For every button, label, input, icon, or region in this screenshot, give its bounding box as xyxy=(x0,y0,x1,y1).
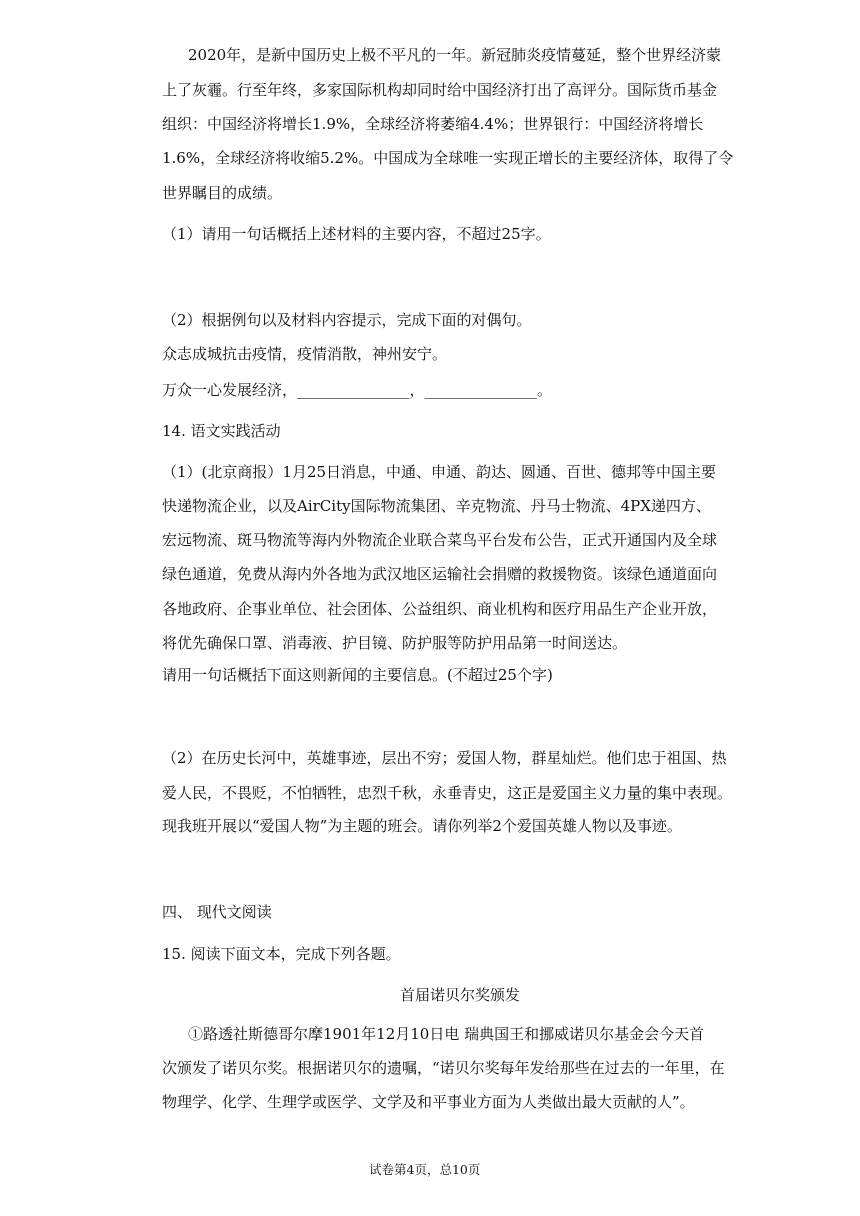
section-heading: 四、 现代文阅读 xyxy=(162,903,272,921)
article-line: 次颁发了诺贝尔奖。根据诺贝尔的遗嘱，“诺贝尔奖每年发给那些在过去的一年里，在 xyxy=(162,1059,725,1077)
passage-line: 1.6%，全球经济将收缩5.2%。中国成为全球唯一实现正增长的主要经济体，取得了令 xyxy=(162,149,734,167)
answer-blank-line: 万众一心发展经济，_______________，_______________。 xyxy=(162,381,553,399)
question-15: 15. 阅读下面文本，完成下列各题。 xyxy=(162,945,401,963)
news-line: 各地政府、企事业单位、社会团体、公益组织、商业机构和医疗用品生产企业开放， xyxy=(162,600,718,618)
news-question: 请用一句话概括下面这则新闻的主要信息。(不超过25个字) xyxy=(162,666,553,684)
passage-line: 世界瞩目的成绩。 xyxy=(162,184,283,202)
news-line: 宏远物流、斑马物流等海内外物流企业联合菜鸟平台发布公告，正式开通国内及全球 xyxy=(162,531,718,549)
passage-line: 上了灰霾。行至年终，多家国际机构却同时给中国经济打出了高评分。国际货币基金 xyxy=(162,81,718,99)
passage-line: 组织：中国经济将增长1.9%，全球经济将萎缩4.4%；世界银行：中国经济将增长 xyxy=(162,115,704,133)
hero-paragraph-line: 爱人民，不畏贬，不怕牺牲，忠烈千秋，永垂青史，这正是爱国主义力量的集中表现。 xyxy=(162,784,733,802)
example-sentence: 众志成城抗击疫情，疫情消散，神州安宁。 xyxy=(162,345,448,363)
news-line: （1）(北京商报）1月25日消息，中通、申通、韵达、圆通、百世、德邦等中国主要 xyxy=(162,463,717,481)
question-14-heading: 14. 语文实践活动 xyxy=(162,422,281,440)
news-line: 快递物流企业，以及AirCity国际物流集团、辛克物流、丹马士物流、4PX递四方、 xyxy=(162,497,711,515)
hero-paragraph-line: （2）在历史长河中，英雄事迹，层出不穷；爱国人物，群星灿烂。他们忠于祖国、热 xyxy=(162,749,727,767)
hero-paragraph-line: 现我班开展以“爱国人物”为主题的班会。请你列举2个爱国英雄人物以及事迹。 xyxy=(162,817,682,835)
article-line: 物理学、化学、生理学或医学、文学及和平事业方面为人类做出最大贡献的人”。 xyxy=(162,1093,695,1111)
article-line: ①路透社斯德哥尔摩1901年12月10日电 瑞典国王和挪威诺贝尔基金会今天首 xyxy=(188,1025,705,1043)
passage-line: 2020年，是新中国历史上极不平凡的一年。新冠肺炎疫情蔓延，整个世界经济蒙 xyxy=(188,46,722,64)
question-13-2: （2）根据例句以及材料内容提示，完成下面的对偶句。 xyxy=(162,311,532,329)
article-title: 首届诺贝尔奖颁发 xyxy=(400,986,521,1004)
question-13-1: （1）请用一句话概括上述材料的主要内容，不超过25字。 xyxy=(162,225,551,243)
news-line: 将优先确保口罩、消毒液、护目镜、防护服等防护用品第一时间送达。 xyxy=(162,634,628,652)
page-footer: 试卷第4页，总10页 xyxy=(369,1162,481,1177)
news-line: 绿色通道，免费从海内外各地为武汉地区运输社会捐赠的救援物资。该绿色通道面向 xyxy=(162,565,718,583)
